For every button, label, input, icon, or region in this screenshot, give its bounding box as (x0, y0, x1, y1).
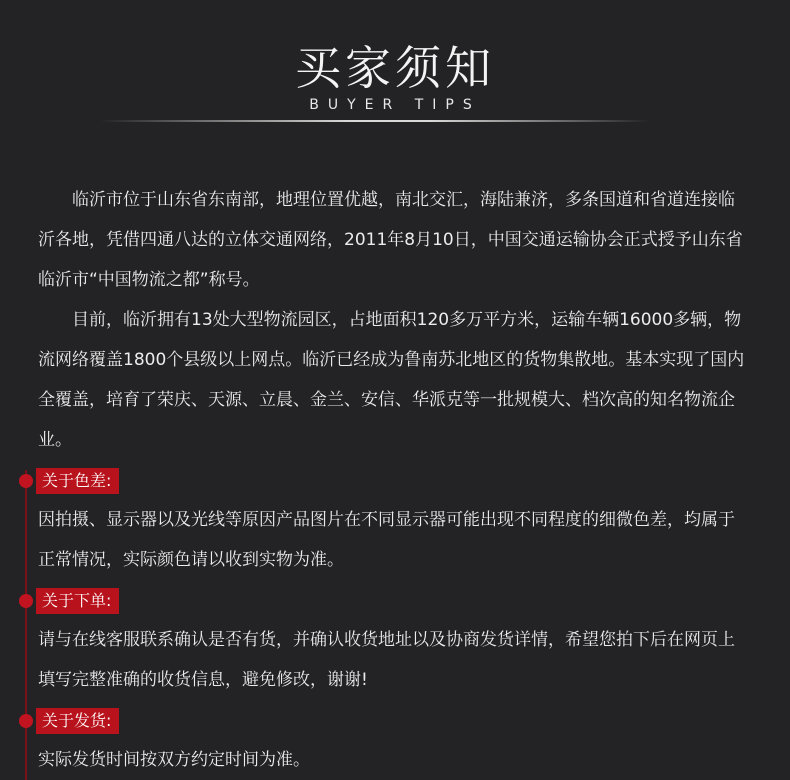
timeline-dot-order (19, 594, 33, 608)
page-title: 买家须知 (295, 41, 495, 95)
intro-paragraph-1-text: 临沂市位于山东省东南部，地理位置优越，南北交汇，海陆兼济，多条国道和省道连接临沂各地，凭借四通八达的立体交通网络，2011年8月10日，中国交通运输协会正式授予山东省临沂市“中国物流之都”称号。 (38, 190, 743, 290)
timeline-dot-color (19, 474, 33, 488)
title-divider (100, 120, 650, 122)
page-subtitle: BUYER TIPS (309, 97, 481, 113)
section-text-shipping: 实际发货时间按双方约定时间为准。 (38, 750, 310, 770)
section-label-color: 关于色差: (36, 468, 119, 494)
section-label-order: 关于下单: (36, 588, 119, 614)
timeline-line (25, 470, 27, 780)
section-text-color: 因拍摄、显示器以及光线等原因产品图片在不同显示器可能出现不同程度的细微色差，均属于正常情况，实际颜色请以收到实物为准。 (38, 510, 735, 570)
intro-paragraph-2-text: 目前，临沂拥有13处大型物流园区，占地面积120多万平方米，运输车辆16000多辆，物流网络覆盖1800个县级以上网点。临沂已经成为鲁南苏北地区的货物集散地。基本实现了国内全覆盖，培育了荣庆、天源、立晨、金兰、安信、华派克等一批规模大、档次高的知名物流企业。 (38, 310, 745, 450)
intro-paragraph-1 (38, 180, 750, 300)
timeline-dot-shipping (19, 714, 33, 728)
section-label-shipping: 关于发货: (36, 708, 119, 734)
section-text-order: 请与在线客服联系确认是否有货，并确认收货地址以及协商发货详情，希望您拍下后在网页上填写完整准确的收货信息，避免修改，谢谢! (38, 630, 735, 690)
intro-paragraph-2 (38, 300, 750, 460)
